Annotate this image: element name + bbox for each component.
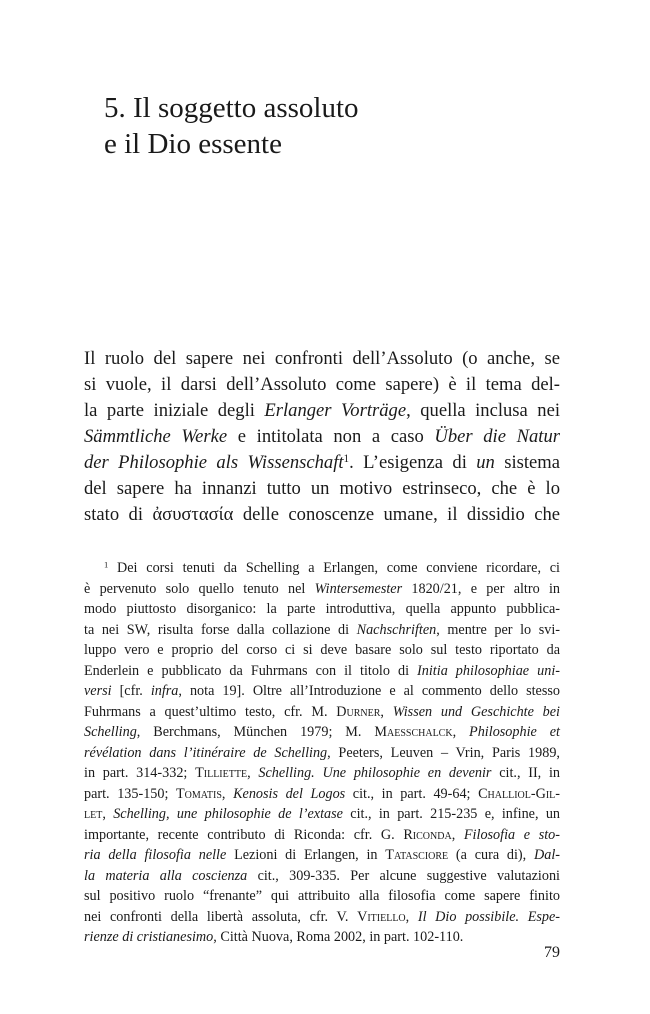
footnote-line: révélation dans l’itinéraire de Schelling, Peeters, Leuven – Vrin, Paris 1989, [84, 744, 560, 761]
footnote-line: Schelling, Berchmans, München 1979; M. Maesschalck, Philosophie et [84, 724, 560, 740]
text-line: del sapere ha innanzi tutto un motivo estrinseco, che è lo [84, 478, 560, 499]
chapter-title-line-2: e il Dio essente [104, 128, 282, 160]
footnote-line: modo piuttosto disorganico: la parte introduttiva, quella appunto pubblica- [84, 601, 560, 617]
footnote-line: sul positivo ruolo “frenante” qui attribuito alla filosofia come sapere finito [84, 888, 560, 904]
text-line: la parte iniziale degli Erlanger Vorträge, quella inclusa nei [84, 400, 560, 421]
main-paragraph [84, 346, 560, 528]
author-name: Tomatis [176, 785, 222, 802]
footnote-reference[interactable]: 1 [343, 452, 350, 465]
author-name: Vitiello [357, 908, 406, 925]
chapter-title-line-1: 5. Il soggetto assoluto [104, 92, 359, 124]
footnote-line: la materia alla coscienza cit., 309-335. Per alcune suggestive valutazioni [84, 867, 560, 884]
footnote-line: in part. 314-332; Tilliette, Schelling. Une philosophie en devenir cit., II, in [84, 765, 560, 781]
footnote-line: versi [cfr. infra, nota 19]. Oltre all’Introduzione e al commento dello stesso [84, 683, 560, 699]
footnote-line: Enderlein e pubblicato da Fuhrmans con il titolo di Initia philosophiae uni- [84, 662, 560, 679]
footnote-line: luppo vero e proprio del corso ci si deve basare solo sul testo riportato da [84, 642, 560, 658]
footnote-line: ta nei SW, risulta forse dalla collazione di Nachschriften, mentre per lo svi- [84, 621, 560, 638]
footnote-line: è pervenuto solo quello tenuto nel Wintersemester 1820/21, e per altro in [84, 580, 561, 597]
author-name: Tatasciore [385, 847, 449, 863]
author-name: Maesschalck [374, 724, 453, 740]
text-line: si vuole, il darsi dell’Assoluto come sapere) è il tema del- [84, 374, 560, 395]
footnote-line: let, Schelling, une philosophie de l’extase cit., in part. 215-235 e, infine, un [84, 806, 561, 822]
footnote-line: rienze di cristianesimo, Città Nuova, Roma 2002, in part. 102-110. [84, 929, 464, 945]
greek-term: ἀσυστασία [152, 504, 234, 525]
author-name: Tilliette [195, 765, 248, 781]
footnote-line: importante, recente contributo di Riconda: cfr. G. Riconda, Filosofia e sto- [84, 826, 560, 843]
text-line: stato di ἀσυστασία delle conoscenze umane, il dissidio che [84, 504, 560, 525]
footnote-line: $^1$ Dei corsi tenuti da Schelling a Erlangen, come conviene ricordare, ci [104, 559, 560, 576]
chapter-title [104, 90, 359, 162]
text-line: Il ruolo del sapere nei confronti dell’Assoluto (o anche, se [84, 348, 560, 369]
footnote-1 [84, 558, 560, 948]
footnote-line: part. 135-150; Tomatis, Kenosis del Logos cit., in part. 49-64; Challiol-Gil- [84, 785, 561, 802]
footnote-line: nei confronti della libertà assoluta, cfr. V. Vitiello, Il Dio possibile. Espe- [84, 908, 561, 925]
footnote-number: 1 [104, 559, 109, 570]
footnote-line: ria della filosofia nelle Lezioni di Erlangen, in Tatasciore (a cura di), Dal- [84, 847, 560, 863]
text-line: der Philosophie als Wissenschaft$^1$. L’esigenza di un sistema [84, 452, 561, 473]
author-name: Challiol-Gil- [478, 785, 561, 802]
footnote-line: Fuhrmans a quest’ultimo testo, cfr. M. Durner, Wissen und Geschichte bei [84, 703, 560, 720]
page-number: 79 [544, 944, 560, 961]
text-line: Sämmtliche Werke e intitolata non a caso Über die Natur [84, 426, 560, 447]
author-name: Durner [336, 703, 381, 720]
author-name: Riconda [403, 826, 452, 843]
